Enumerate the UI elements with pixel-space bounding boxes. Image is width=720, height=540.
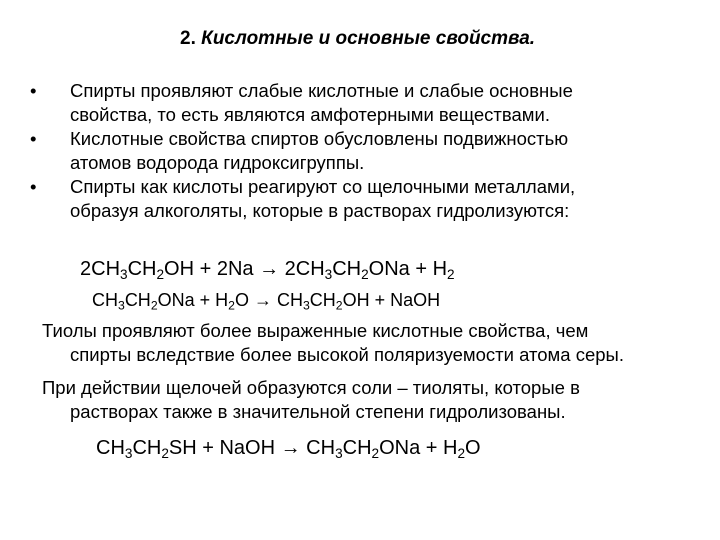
equation-thiol-naoh: $CH_3CH_2SH$ + NaOH → $CH_3CH_2ONa + H_2O$ <box>96 437 481 462</box>
equation-ethoxide-hydrolysis: $CH_3CH_2ONa + H_2O \to CH_3CH_2OH$ + NaOH <box>92 290 441 313</box>
slide-title <box>180 28 535 50</box>
bullet-text-line: Спирты как кислоты реагируют со щелочными металлами, <box>70 176 576 197</box>
bullet-text-line: атомов водорода гидроксигруппы. <box>70 152 365 173</box>
bullet-list <box>24 79 664 223</box>
bullet-marker: • <box>30 128 37 149</box>
bullet-marker: • <box>30 80 37 101</box>
bullet-text-line: Спирты проявляют слабые кислотные и слабые основные <box>70 80 573 101</box>
equation-ethanol-sodium: $2CH_3CH_2OH + 2Na \to 2CH_3CH_2ONa + H_2$ <box>80 258 455 283</box>
bullet-item <box>24 175 664 223</box>
bullet-marker: • <box>30 176 37 197</box>
title-text: Кислотные и основные свойства. <box>201 28 536 49</box>
bullet-item <box>24 127 664 175</box>
bullet-text-line: Кислотные свойства спиртов обусловлены подвижностью <box>70 128 569 149</box>
bullet-text-line: свойства, то есть являются амфотерными веществами. <box>70 104 550 125</box>
bullet-item <box>24 79 664 127</box>
paragraph-thiolates: При действии щелочей образуются соли – тиоляты, которые в растворах также в значительной степени гидролизованы. <box>42 377 580 422</box>
paragraph-thiols: Тиолы проявляют более выраженные кислотные свойства, чем спирты вследствие более высокой поляризуемости атома серы. <box>42 320 624 365</box>
title-number: 2. <box>180 28 196 49</box>
bullet-text-line: образуя алкоголяты, которые в растворах гидролизуются: <box>70 200 570 221</box>
